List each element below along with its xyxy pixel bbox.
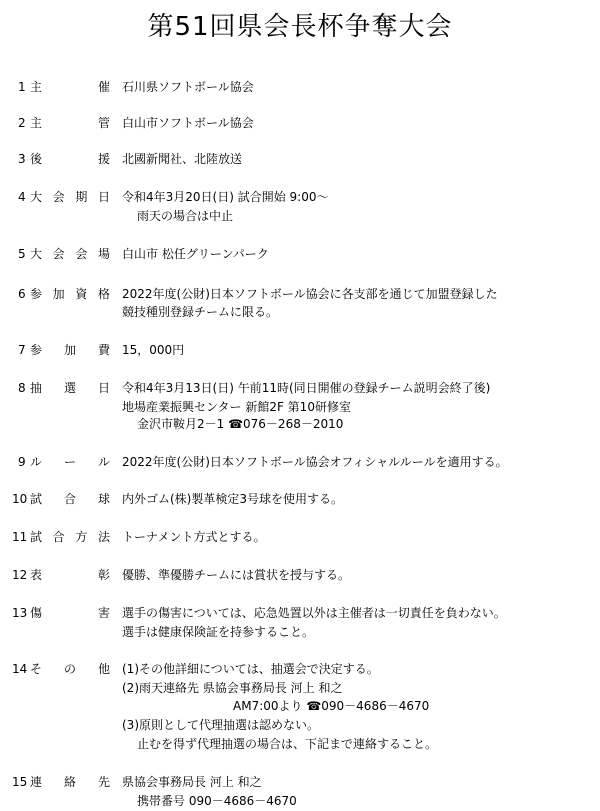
item-value: 令和4年3月13日(日) 午前11時(同日開催の登録チーム説明会終了後) <box>122 381 491 395</box>
item-8-line-3: 金沢市鞍月2－1 ☎076－268－2010 <box>137 417 344 431</box>
item-label: 参 加 資 格 <box>30 287 110 301</box>
item-14-line-2: (2)雨天連絡先 県協会事務局長 河上 和之 <box>122 681 343 695</box>
item-label: ル ー ル <box>30 455 110 469</box>
item-number: 6 <box>18 287 26 301</box>
page-title: 第51回県会長杯争奪大会 <box>147 12 453 42</box>
item-value: 北國新聞社、北陸放送 <box>122 152 243 166</box>
item-label: 試 合 球 <box>30 492 110 506</box>
item-number: 12 <box>12 568 28 582</box>
item-value: 内外ゴム(株)製革検定3号球を使用する。 <box>122 492 343 506</box>
item-number: 10 <box>12 492 28 506</box>
item-number: 15 <box>12 775 28 789</box>
item-value: 優勝、準優勝チームには賞状を授与する。 <box>122 568 351 582</box>
item-4-line-2: 雨天の場合は中止 <box>137 209 234 223</box>
item-label: 傷 害 <box>30 606 110 620</box>
item-label: 主 催 <box>30 80 110 94</box>
item-value: 2022年度(公財)日本ソフトボール協会に各支部を通じて加盟登録した <box>122 287 498 301</box>
item-label: 大 会 会 場 <box>30 247 110 261</box>
item-label: 試 合 方 法 <box>30 530 110 544</box>
item-6-line-2: 競技種別登録チームに限る。 <box>122 305 279 319</box>
item-value: トーナメント方式とする。 <box>122 530 266 544</box>
item-number: 14 <box>12 662 28 676</box>
item-value: 令和4年3月20日(日) 試合開始 9:00～ <box>122 190 329 204</box>
item-number: 3 <box>18 152 26 166</box>
item-number: 4 <box>18 190 26 204</box>
item-value: 県協会事務局長 河上 和之 <box>122 775 262 789</box>
item-14-line-3: AM7:00より ☎090－4686－4670 <box>233 699 430 713</box>
item-value: 白山市 松任グリーンパーク <box>122 247 269 261</box>
item-number: 13 <box>12 606 28 620</box>
item-number: 5 <box>18 247 26 261</box>
item-label: 抽 選 日 <box>30 381 110 395</box>
item-15-line-2: 携帯番号 090－4686－4670 <box>137 794 297 808</box>
item-value: 白山市ソフトボール協会 <box>122 116 254 130</box>
item-number: 7 <box>18 343 26 357</box>
item-label: 後 援 <box>30 152 110 166</box>
item-number: 2 <box>18 116 26 130</box>
item-label: 主 管 <box>30 116 110 130</box>
item-14-line-4: (3)原則として代理抽選は認めない。 <box>122 718 319 732</box>
item-value: 2022年度(公財)日本ソフトボール協会オフィシャルルールを適用する。 <box>122 455 508 469</box>
item-8-line-2: 地場産業振興センター 新館2F 第10研修室 <box>122 400 351 414</box>
item-label: そ の 他 <box>30 662 110 676</box>
item-14-line-5: 止むを得ず代理抽選の場合は、下記まで連絡すること。 <box>137 737 438 751</box>
item-number: 9 <box>18 455 26 469</box>
item-number: 8 <box>18 381 26 395</box>
item-value: 石川県ソフトボール協会 <box>122 80 254 94</box>
item-number: 11 <box>12 530 28 544</box>
item-label: 大 会 期 日 <box>30 190 110 204</box>
item-label: 表 彰 <box>30 568 110 582</box>
item-label: 参 加 費 <box>30 343 110 357</box>
item-value: 15，000円 <box>122 343 185 357</box>
item-label: 連 絡 先 <box>30 775 110 789</box>
item-13-line-2: 選手は健康保険証を持参すること。 <box>122 625 315 639</box>
item-number: 1 <box>18 80 26 94</box>
item-value: 選手の傷害については、応急処置以外は主催者は一切責任を負わない。 <box>122 606 506 620</box>
item-value: (1)その他詳細については、抽選会で決定する。 <box>122 662 379 676</box>
